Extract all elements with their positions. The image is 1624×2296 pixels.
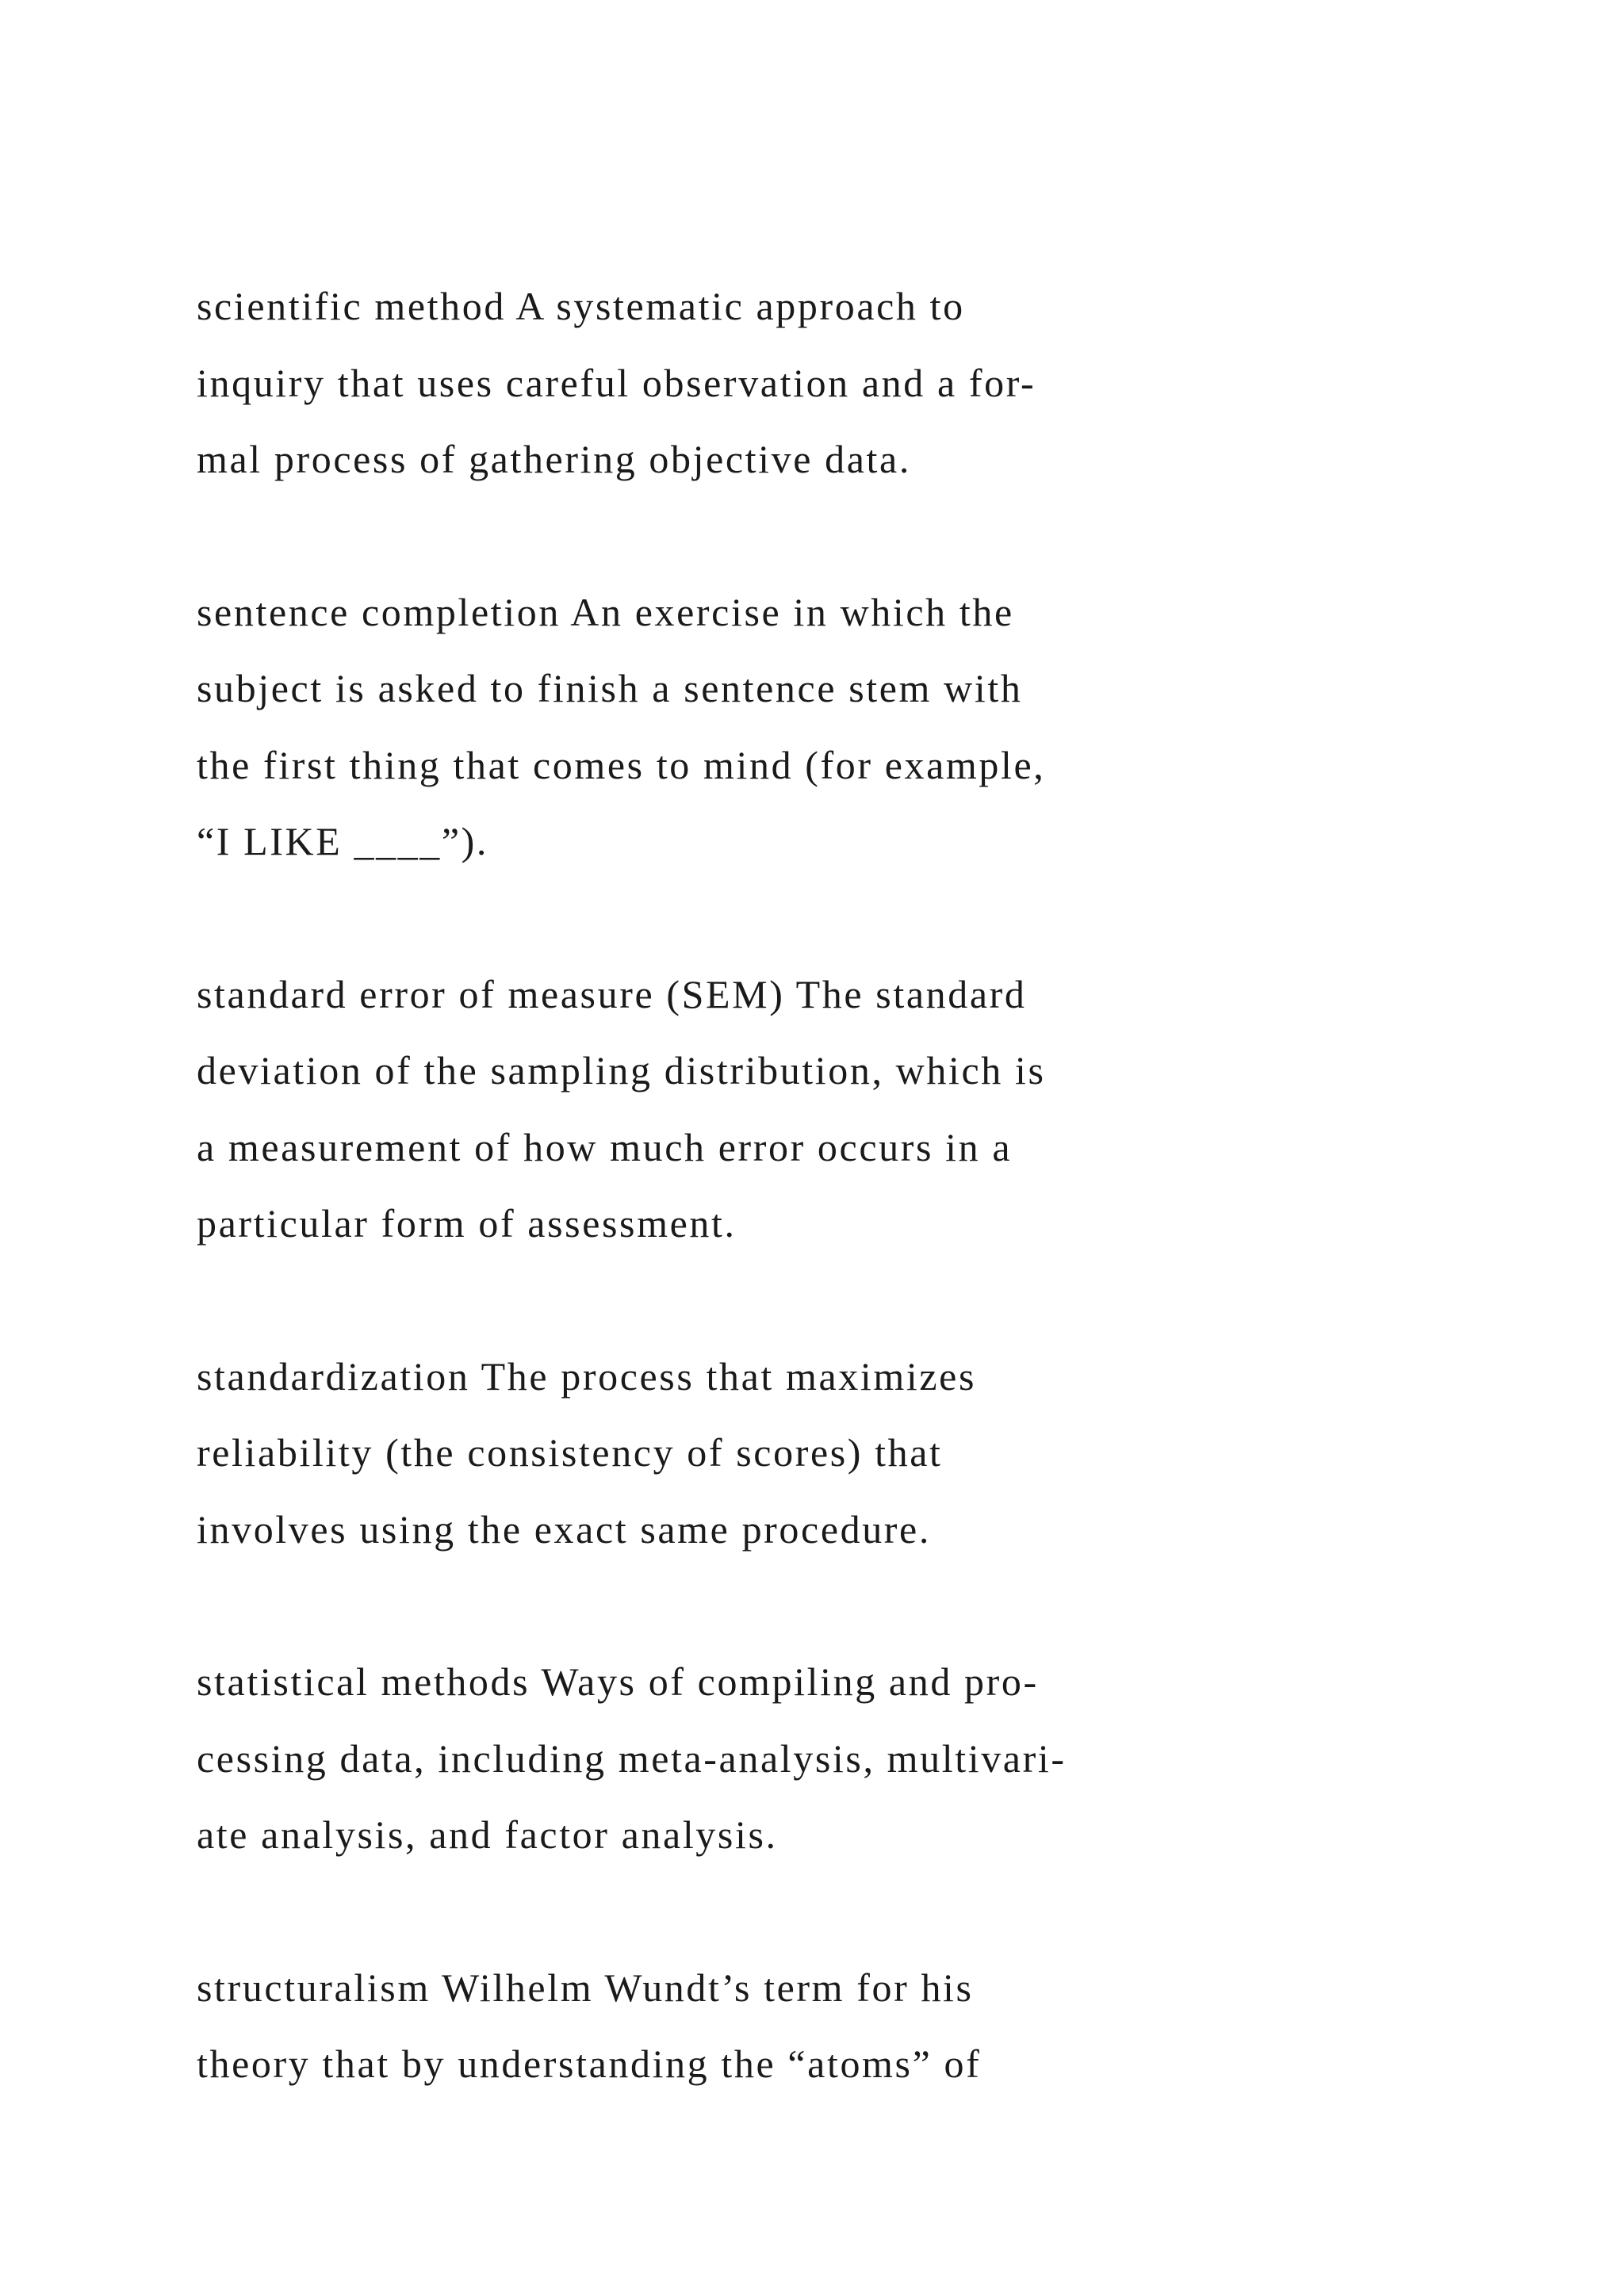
entry-line: reliability (the consistency of scores) that <box>197 1430 943 1475</box>
glossary-entry-statistical-methods <box>197 1644 1386 1873</box>
glossary-entry-scientific-method <box>197 268 1386 498</box>
entry-line: theory that by understanding the “atoms” of <box>197 2042 982 2086</box>
entry-line: deviation of the sampling distribution, which is <box>197 1048 1046 1093</box>
entry-line: the first thing that comes to mind (for example, <box>197 742 1046 787</box>
entry-line: “I LIKE ____”). <box>197 819 489 863</box>
entry-line: inquiry that uses careful observation and a for- <box>197 360 1036 405</box>
entry-line: standardization The process that maximizes <box>197 1353 977 1399</box>
entry-line: subject is asked to finish a sentence stem with <box>197 666 1023 710</box>
entry-line: sentence completion An exercise in which the <box>197 589 1014 634</box>
glossary-content <box>197 268 1386 2179</box>
glossary-entry-structuralism <box>197 1950 1386 2103</box>
entry-line: a measurement of how much error occurs in a <box>197 1124 1013 1169</box>
glossary-entry-standardization <box>197 1338 1386 1568</box>
entry-line: involves using the exact same procedure. <box>197 1506 931 1552</box>
entry-line: scientific method A systematic approach to <box>197 284 965 328</box>
entry-line: statistical methods Ways of compiling and pro- <box>197 1659 1039 1704</box>
entry-line: structuralism Wilhelm Wundt’s term for his <box>197 1965 974 2010</box>
entry-line: cessing data, including meta-analysis, multivari- <box>197 1735 1067 1781</box>
entry-line: mal process of gathering objective data. <box>197 437 911 481</box>
entry-line: particular form of assessment. <box>197 1201 737 1246</box>
glossary-entry-standard-error-of-measure <box>197 956 1386 1262</box>
entry-line: ate analysis, and factor analysis. <box>197 1812 778 1857</box>
entry-line: standard error of measure (SEM) The standard <box>197 971 1027 1016</box>
glossary-entry-sentence-completion <box>197 574 1386 880</box>
